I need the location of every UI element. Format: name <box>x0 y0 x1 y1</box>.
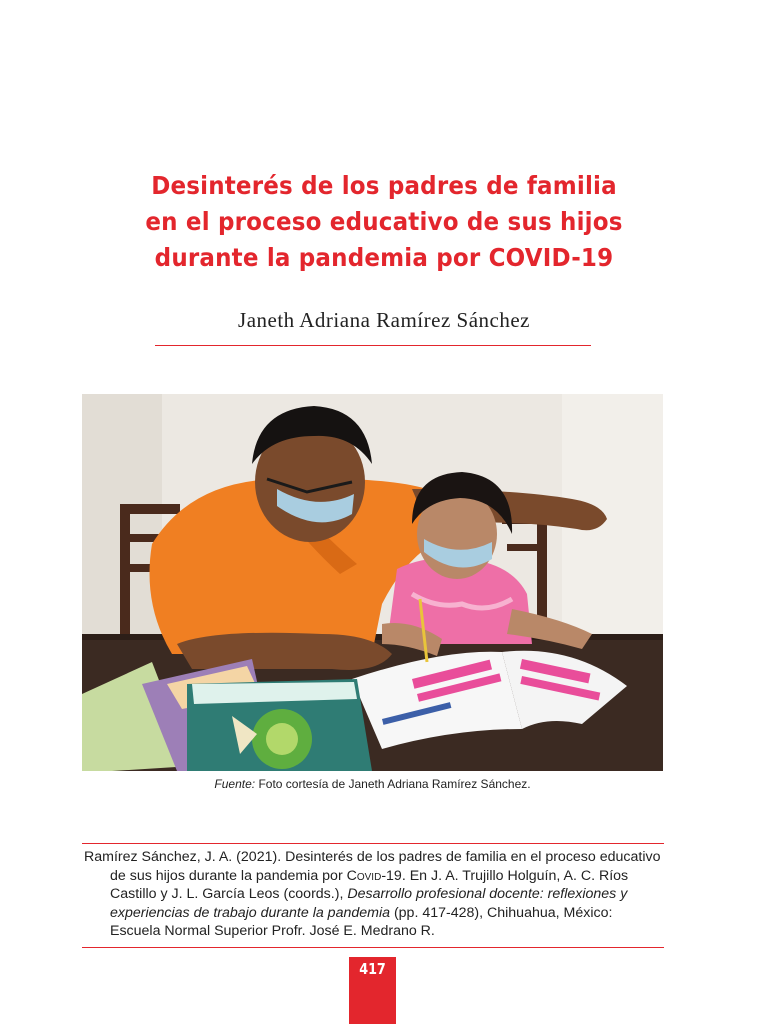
citation-part-3: (pp. 417-428), Chihuahua, México: Escuela Normal Superior Profr. José E. Medrano R. <box>110 904 613 939</box>
chapter-title-line-3: durante la pandemia por COVID-19 <box>154 243 614 272</box>
citation-book-title: Desarrollo profesional docente: reflexiones y experiencias de trabajo durante la pandemia <box>110 886 628 921</box>
chapter-photo <box>82 394 663 771</box>
chapter-title <box>108 168 660 276</box>
citation-covid-label: Covid <box>346 867 382 884</box>
caption-text: Foto cortesía de Janeth Adriana Ramírez Sánchez. <box>255 777 531 791</box>
chapter-title-line-2: en el proceso educativo de sus hijos <box>145 207 623 236</box>
page-number: 417 <box>359 960 386 978</box>
author-divider <box>155 345 591 346</box>
figure-caption <box>82 777 663 791</box>
caption-source-label: Fuente: <box>214 777 256 791</box>
citation-part-1: Ramírez Sánchez, J. A. (2021). Desinterés de los padres de familia en el proceso educativo de sus hijos durante la pandemia por <box>84 849 661 884</box>
citation-block <box>84 848 664 941</box>
citation-part-2: -19. En J. A. Trujillo Holguín, A. C. Ríos Castillo y J. L. García Leos (coords.), <box>110 867 629 902</box>
page-number-tab <box>349 957 396 1024</box>
chapter-title-line-1: Desinterés de los padres de familia <box>151 171 617 200</box>
author-name: Janeth Adriana Ramírez Sánchez <box>238 308 530 332</box>
citation-bottom-divider <box>82 947 664 948</box>
citation-top-divider <box>82 843 664 844</box>
